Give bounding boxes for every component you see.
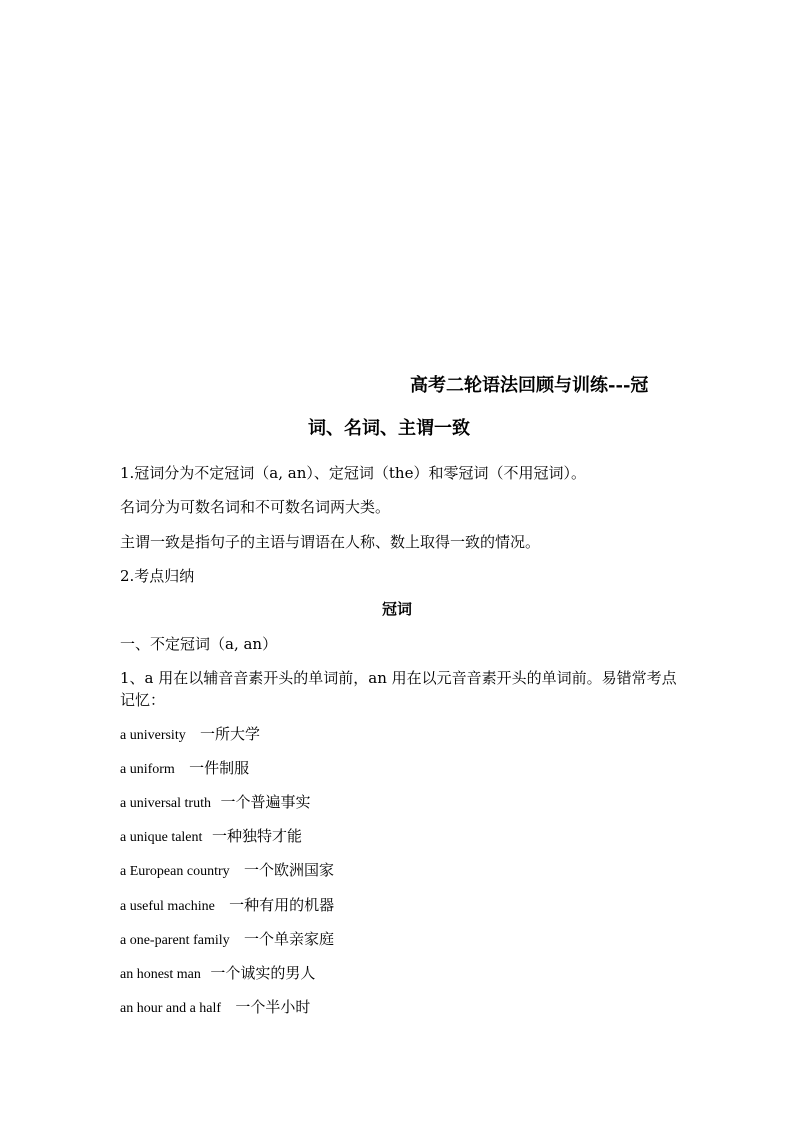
vocab-english: a European country [120,864,230,879]
vocab-english: a useful machine [120,899,215,914]
vocab-english: a universal truth [120,796,211,811]
vocab-item [120,895,334,917]
vocab-item [120,860,334,882]
vocab-chinese: 一个单亲家庭 [243,930,334,948]
vocab-english: a one-parent family [120,933,230,948]
vocab-chinese: 一个诚实的男人 [210,964,316,982]
vocab-english: an hour and a half [120,1001,222,1016]
vocab-chinese: 一个欧洲国家 [243,861,334,879]
vocab-item [120,929,334,951]
vocab-item [120,792,311,814]
vocab-chinese: 一种有用的机器 [229,896,335,914]
vocab-chinese: 一种独特才能 [211,827,302,845]
vocab-chinese: 一个半小时 [235,998,311,1016]
vocab-chinese: 一个普遍事实 [220,793,311,811]
vocab-item [120,826,302,848]
rule-paragraph: 1、a 用在以辅音音素开头的单词前，an 用在以元音音素开头的单词前。易错常考点记忆： [120,669,677,709]
intro-paragraph-4: 2.考点归纳 [120,567,195,585]
intro-paragraph-2: 名词分为可数名词和不可数名词两大类。 [120,498,391,516]
section-subheading: 一、不定冠词（a, an） [120,635,278,653]
vocab-item [120,724,260,746]
vocab-item [120,997,310,1019]
vocab-chinese: 一件制服 [189,759,250,777]
vocab-english: a uniform [120,762,175,777]
vocab-chinese: 一所大学 [200,725,261,743]
vocab-english: a university [120,728,186,743]
vocab-item [120,963,315,985]
section-heading: 冠词 [381,600,412,618]
vocab-english: an honest man [120,967,201,982]
page-title-line-1: 高考二轮语法回顾与训练---冠 [410,375,649,396]
intro-paragraph-3: 主谓一致是指句子的主语与谓语在人称、数上取得一致的情况。 [120,533,541,551]
vocab-english: a unique talent [120,830,203,845]
page-title-line-2: 词、名词、主谓一致 [308,418,470,439]
vocab-item [120,758,249,780]
intro-paragraph-1: 1.冠词分为不定冠词（a, an）、定冠词（the）和零冠词（不用冠词）。 [120,464,586,482]
